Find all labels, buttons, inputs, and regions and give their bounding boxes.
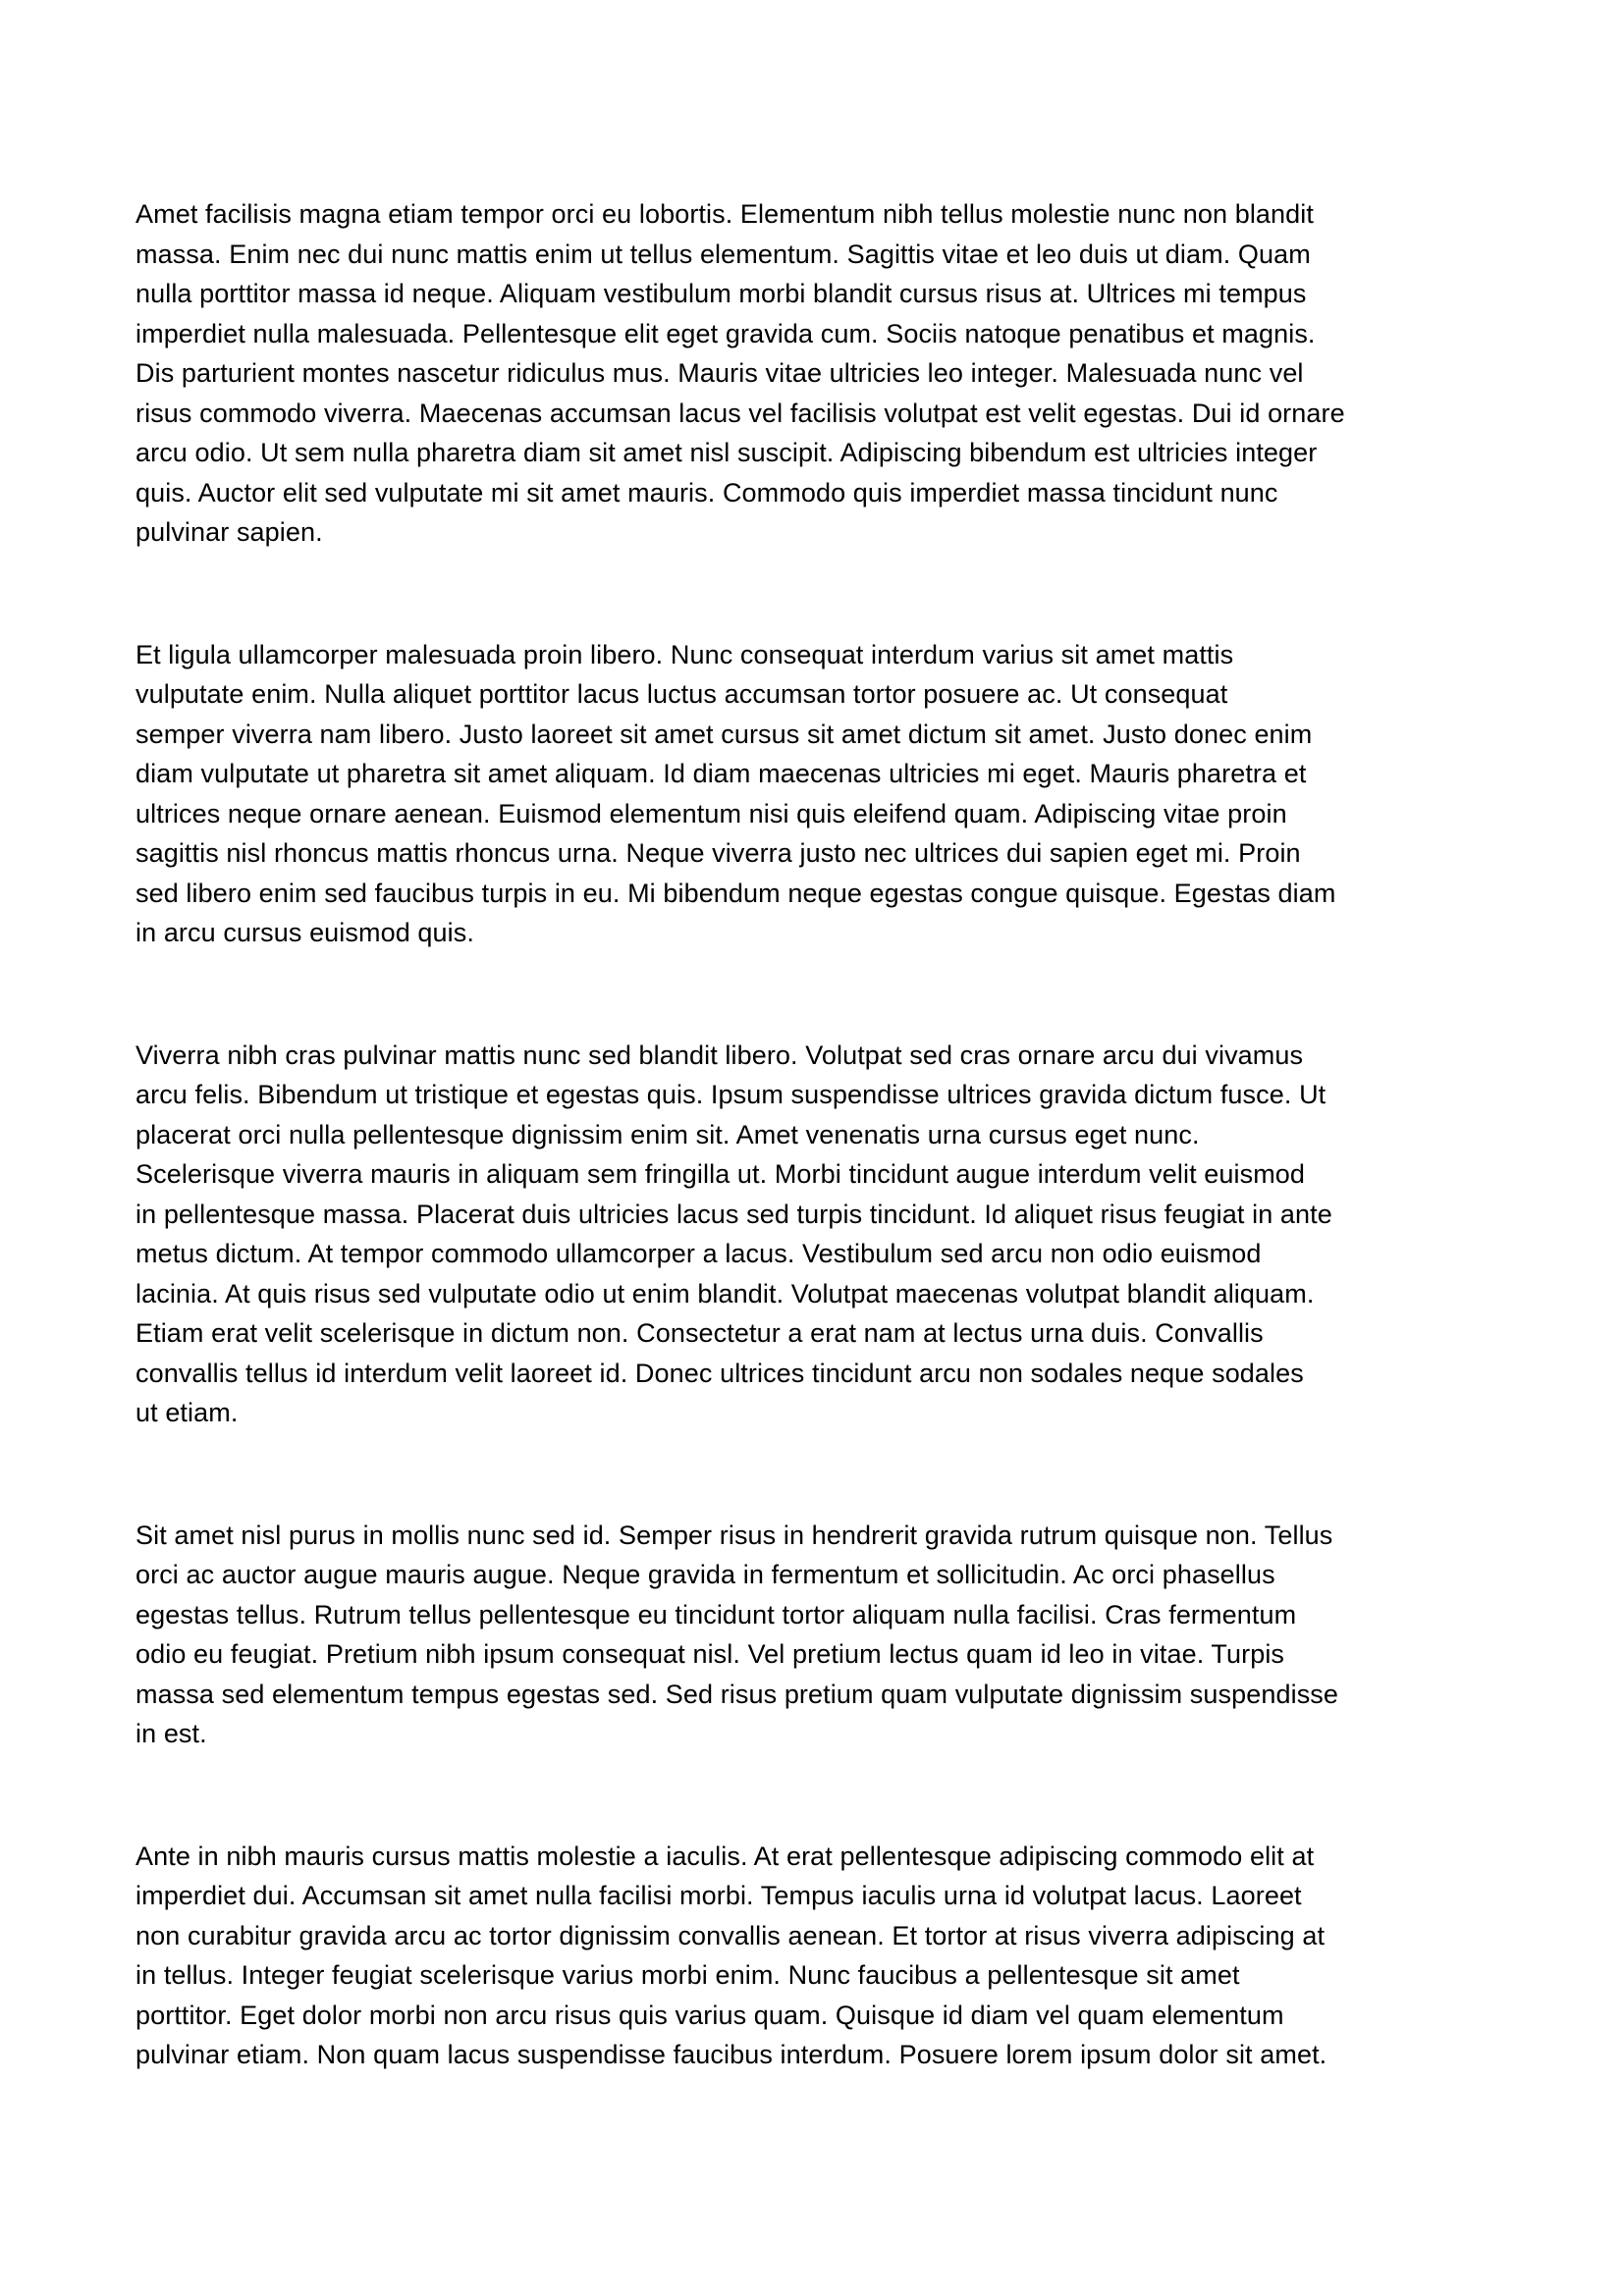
text-line: in pellentesque massa. Placerat duis ultricies lacus sed turpis tincidunt. Id aliquet risus feugiat in ante [135, 1199, 1332, 1229]
text-line: vulputate enim. Nulla aliquet porttitor lacus luctus accumsan tortor posuere ac. Ut consequat [135, 679, 1228, 709]
text-line: metus dictum. At tempor commodo ullamcorper a lacus. Vestibulum sed arcu non odio euismod [135, 1239, 1262, 1268]
text-line: imperdiet nulla malesuada. Pellentesque elit eget gravida cum. Sociis natoque penatibus et magnis. [135, 318, 1316, 348]
text-line: massa sed elementum tempus egestas sed. Sed risus pretium quam vulputate dignissim suspendisse [135, 1679, 1339, 1709]
text-line: ut etiam. [135, 1398, 239, 1427]
text-line: orci ac auctor augue mauris augue. Neque gravida in fermentum et sollicitudin. Ac orci phasellus [135, 1560, 1275, 1589]
text-line: Et ligula ullamcorper malesuada proin libero. Nunc consequat interdum varius sit amet mattis [135, 639, 1234, 669]
text-line: imperdiet dui. Accumsan sit amet nulla facilisi morbi. Tempus iaculis urna id volutpat lacus. Laoreet [135, 1881, 1302, 1910]
text-line: pulvinar etiam. Non quam lacus suspendisse faucibus interdum. Posuere lorem ipsum dolor sit amet. [135, 2040, 1327, 2069]
text-line: arcu odio. Ut sem nulla pharetra diam sit amet nisl suscipit. Adipiscing bibendum est ultricies integer [135, 438, 1318, 467]
text-line: arcu felis. Bibendum ut tristique et egestas quis. Ipsum suspendisse ultrices gravida dictum fusce. Ut [135, 1080, 1326, 1109]
text-line: convallis tellus id interdum velit laoreet id. Donec ultrices tincidunt arcu non sodales neque sodales [135, 1358, 1304, 1388]
text-line: pulvinar sapien. [135, 517, 323, 547]
text-line: Scelerisque viverra mauris in aliquam sem fringilla ut. Morbi tincidunt augue interdum velit euismod [135, 1159, 1306, 1189]
paragraph-4 [135, 1516, 1490, 1754]
text-line: in tellus. Integer feugiat scelerisque varius morbi enim. Nunc faucibus a pellentesque sit amet [135, 1960, 1240, 1990]
text-line: Amet facilisis magna etiam tempor orci eu lobortis. Elementum nibh tellus molestie nunc non blandit [135, 199, 1314, 229]
text-line: risus commodo viverra. Maecenas accumsan lacus vel facilisis volutpat est velit egestas. Dui id ornare [135, 398, 1345, 428]
text-line: in est. [135, 1719, 207, 1748]
text-line: semper viverra nam libero. Justo laoreet sit amet cursus sit amet dictum sit amet. Justo donec enim [135, 719, 1313, 749]
text-line: non curabitur gravida arcu ac tortor dignissim convallis aenean. Et tortor at risus viverra adipiscing at [135, 1920, 1326, 1950]
paragraph-2 [135, 635, 1490, 953]
paragraph-3 [135, 1036, 1490, 1433]
text-line: Ante in nibh mauris cursus mattis molestie a iaculis. At erat pellentesque adipiscing commodo elit at [135, 1841, 1315, 1871]
text-line: lacinia. At quis risus sed vulputate odio ut enim blandit. Volutpat maecenas volutpat blandit aliquam. [135, 1278, 1315, 1308]
document-body [135, 194, 1490, 2075]
text-line: Viverra nibh cras pulvinar mattis nunc sed blandit libero. Volutpat sed cras ornare arcu dui vivamus [135, 1040, 1304, 1070]
text-line: porttitor. Eget dolor morbi non arcu risus quis varius quam. Quisque id diam vel quam elementum [135, 2000, 1284, 2030]
text-line: Dis parturient montes nascetur ridiculus mus. Mauris vitae ultricies leo integer. Malesuada nunc vel [135, 358, 1304, 388]
paragraph-5 [135, 1837, 1490, 2075]
text-line: diam vulputate ut pharetra sit amet aliquam. Id diam maecenas ultricies mi eget. Mauris pharetra et [135, 759, 1307, 788]
text-line: egestas tellus. Rutrum tellus pellentesque eu tincidunt tortor aliquam nulla facilisi. Cras fermentum [135, 1599, 1297, 1629]
text-line: placerat orci nulla pellentesque dignissim enim sit. Amet venenatis urna cursus eget nunc. [135, 1119, 1200, 1149]
text-line: sed libero enim sed faucibus turpis in eu. Mi bibendum neque egestas congue quisque. Egestas diam [135, 878, 1336, 908]
text-line: Sit amet nisl purus in mollis nunc sed id. Semper risus in hendrerit gravida rutrum quisque non. Tellus [135, 1520, 1333, 1550]
text-line: nulla porttitor massa id neque. Aliquam vestibulum morbi blandit cursus risus at. Ultrices mi tempus [135, 279, 1307, 308]
text-line: odio eu feugiat. Pretium nibh ipsum consequat nisl. Vel pretium lectus quam id leo in vitae. Turpis [135, 1639, 1285, 1669]
text-line: Etiam erat velit scelerisque in dictum non. Consectetur a erat nam at lectus urna duis. Convallis [135, 1318, 1264, 1348]
text-line: ultrices neque ornare aenean. Euismod elementum nisi quis eleifend quam. Adipiscing vitae proin [135, 798, 1287, 828]
text-line: in arcu cursus euismod quis. [135, 918, 474, 947]
text-line: massa. Enim nec dui nunc mattis enim ut tellus elementum. Sagittis vitae et leo duis ut diam. Quam [135, 239, 1311, 269]
text-line: sagittis nisl rhoncus mattis rhoncus urna. Neque viverra justo nec ultrices dui sapien eget mi. Proin [135, 838, 1301, 868]
paragraph-1 [135, 194, 1490, 553]
text-line: quis. Auctor elit sed vulputate mi sit amet mauris. Commodo quis imperdiet massa tincidunt nunc [135, 477, 1278, 507]
